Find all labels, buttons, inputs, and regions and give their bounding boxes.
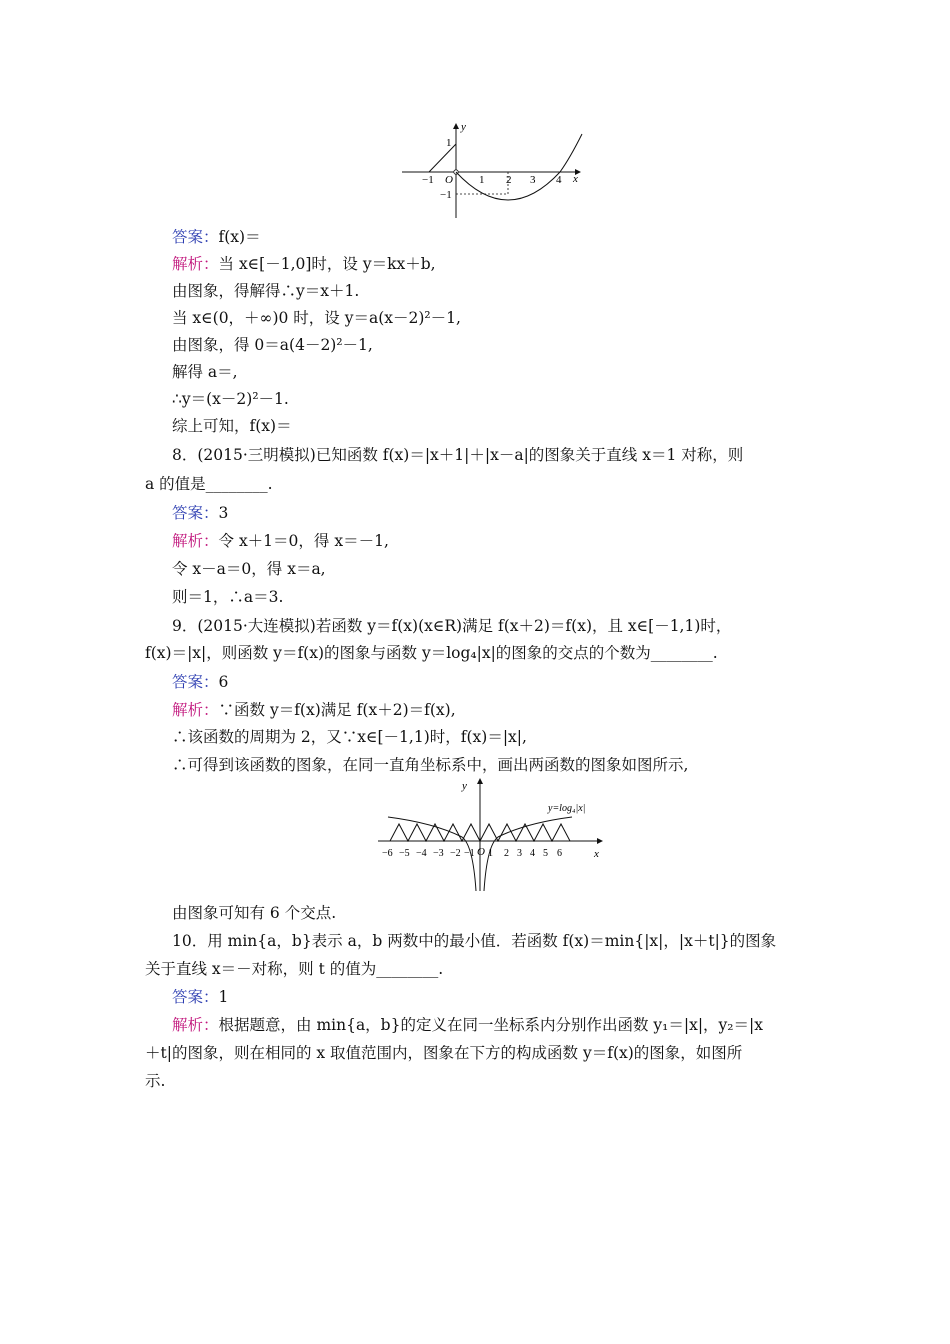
text-line: 答案：f(x)＝ (172, 228, 261, 246)
text-line: 由图象可知有 6 个交点. (172, 904, 337, 922)
tick-y: −1 (440, 189, 452, 201)
text-line: 答案：1 (172, 988, 229, 1006)
answer-tag: 答案： (172, 988, 219, 1006)
origin-label: O (477, 846, 485, 858)
tick-x: −1 (422, 174, 434, 186)
text-line: 关于直线 x＝－对称，则 t 的值为________. (145, 960, 444, 978)
text-line: 答案：3 (172, 504, 229, 522)
tick-x: 2 (506, 174, 512, 186)
tick-x: −5 (399, 848, 410, 859)
text-line: 当 x∈(0，＋∞)0 时，设 y＝a(x－2)²－1, (172, 309, 461, 327)
tick-x: 4 (556, 174, 562, 186)
question-8: 8．(2015·三明模拟)已知函数 f(x)＝|x＋1|＋|x－a|的图象关于直线 x＝1 对称，则 (172, 446, 744, 464)
parabola-curve (456, 134, 582, 200)
figure-periodic-log-graph (376, 775, 606, 895)
tick-x: 2 (504, 848, 509, 859)
text-line: f(x)＝|x|，则函数 y＝f(x)的图象与函数 y＝log₄|x|的图象的交点的个数为________. (145, 644, 718, 662)
text-line: 解析：当 x∈[－1,0]时，设 y＝kx＋b, (172, 255, 436, 273)
y-label: y (461, 121, 466, 133)
analysis-tag: 解析： (172, 1016, 219, 1034)
analysis-tag: 解析： (172, 701, 219, 719)
tick-x: −4 (416, 848, 427, 859)
text-line: 解析：根据题意，由 min{a，b}的定义在同一坐标系内分别作出函数 y₁＝|x|，y₂＝|x (172, 1016, 763, 1034)
segment-line (429, 144, 456, 172)
tick-y: 1 (446, 137, 452, 149)
question-9: 9．(2015·大连模拟)若函数 y＝f(x)(x∈R)满足 f(x＋2)＝f(x)，且 x∈[－1,1)时， (172, 617, 732, 635)
analysis-tag: 解析： (172, 532, 219, 550)
curve-label: y=log₄|x| (548, 803, 586, 814)
text-line: ∴可得到该函数的图象，在同一直角坐标系中，画出两函数的图象如图所示, (172, 756, 689, 774)
tick-x: 3 (517, 848, 522, 859)
text-line: 令 x－a＝0，得 x＝a, (172, 560, 326, 578)
text-line: 示. (145, 1072, 166, 1090)
text-line: a 的值是________. (145, 475, 273, 493)
x-label: x (573, 173, 578, 185)
tick-x: 5 (543, 848, 548, 859)
text-line: 答案：6 (172, 673, 229, 691)
figure-piecewise-function-graph (398, 120, 588, 220)
y-label: y (462, 780, 467, 792)
tick-x: 4 (530, 848, 535, 859)
text-line: 解析：∵函数 y＝f(x)满足 f(x＋2)＝f(x), (172, 701, 456, 719)
tick-x: 1 (479, 174, 485, 186)
text-line: 由图象，得解得∴y＝x＋1. (172, 282, 360, 300)
text-line: 则＝1，∴a＝3. (172, 588, 284, 606)
text-line: 综上可知，f(x)＝ (172, 417, 292, 435)
answer-tag: 答案： (172, 228, 219, 246)
tick-x: 6 (557, 848, 562, 859)
origin-label: O (445, 174, 453, 186)
text-line: 由图象，得 0＝a(4－2)²－1, (172, 336, 373, 354)
text-line: 解得 a＝, (172, 363, 238, 381)
text-line: ∴y＝(x－2)²－1. (172, 390, 289, 408)
tick-x: −6 (382, 848, 393, 859)
text-line: 解析：令 x＋1＝0，得 x＝－1, (172, 532, 389, 550)
tick-x: −3 (433, 848, 444, 859)
answer-tag: 答案： (172, 673, 219, 691)
tick-x: −1 (464, 848, 475, 859)
x-label: x (594, 848, 599, 860)
text-line: ＋t|的图象，则在相同的 x 取值范围内，图象在下方的构成函数 y＝f(x)的图象，如图所 (145, 1044, 743, 1062)
question-10: 10．用 min{a，b}表示 a，b 两数中的最小值．若函数 f(x)＝min{|x|，|x＋t|}的图象 (172, 932, 777, 950)
tick-x: −2 (450, 848, 461, 859)
analysis-tag: 解析： (172, 255, 219, 273)
text-line: ∴该函数的周期为 2，又∵x∈[－1,1)时，f(x)＝|x|, (172, 728, 527, 746)
tick-x: 1 (488, 848, 493, 859)
tick-x: 3 (530, 174, 536, 186)
answer-tag: 答案： (172, 504, 219, 522)
